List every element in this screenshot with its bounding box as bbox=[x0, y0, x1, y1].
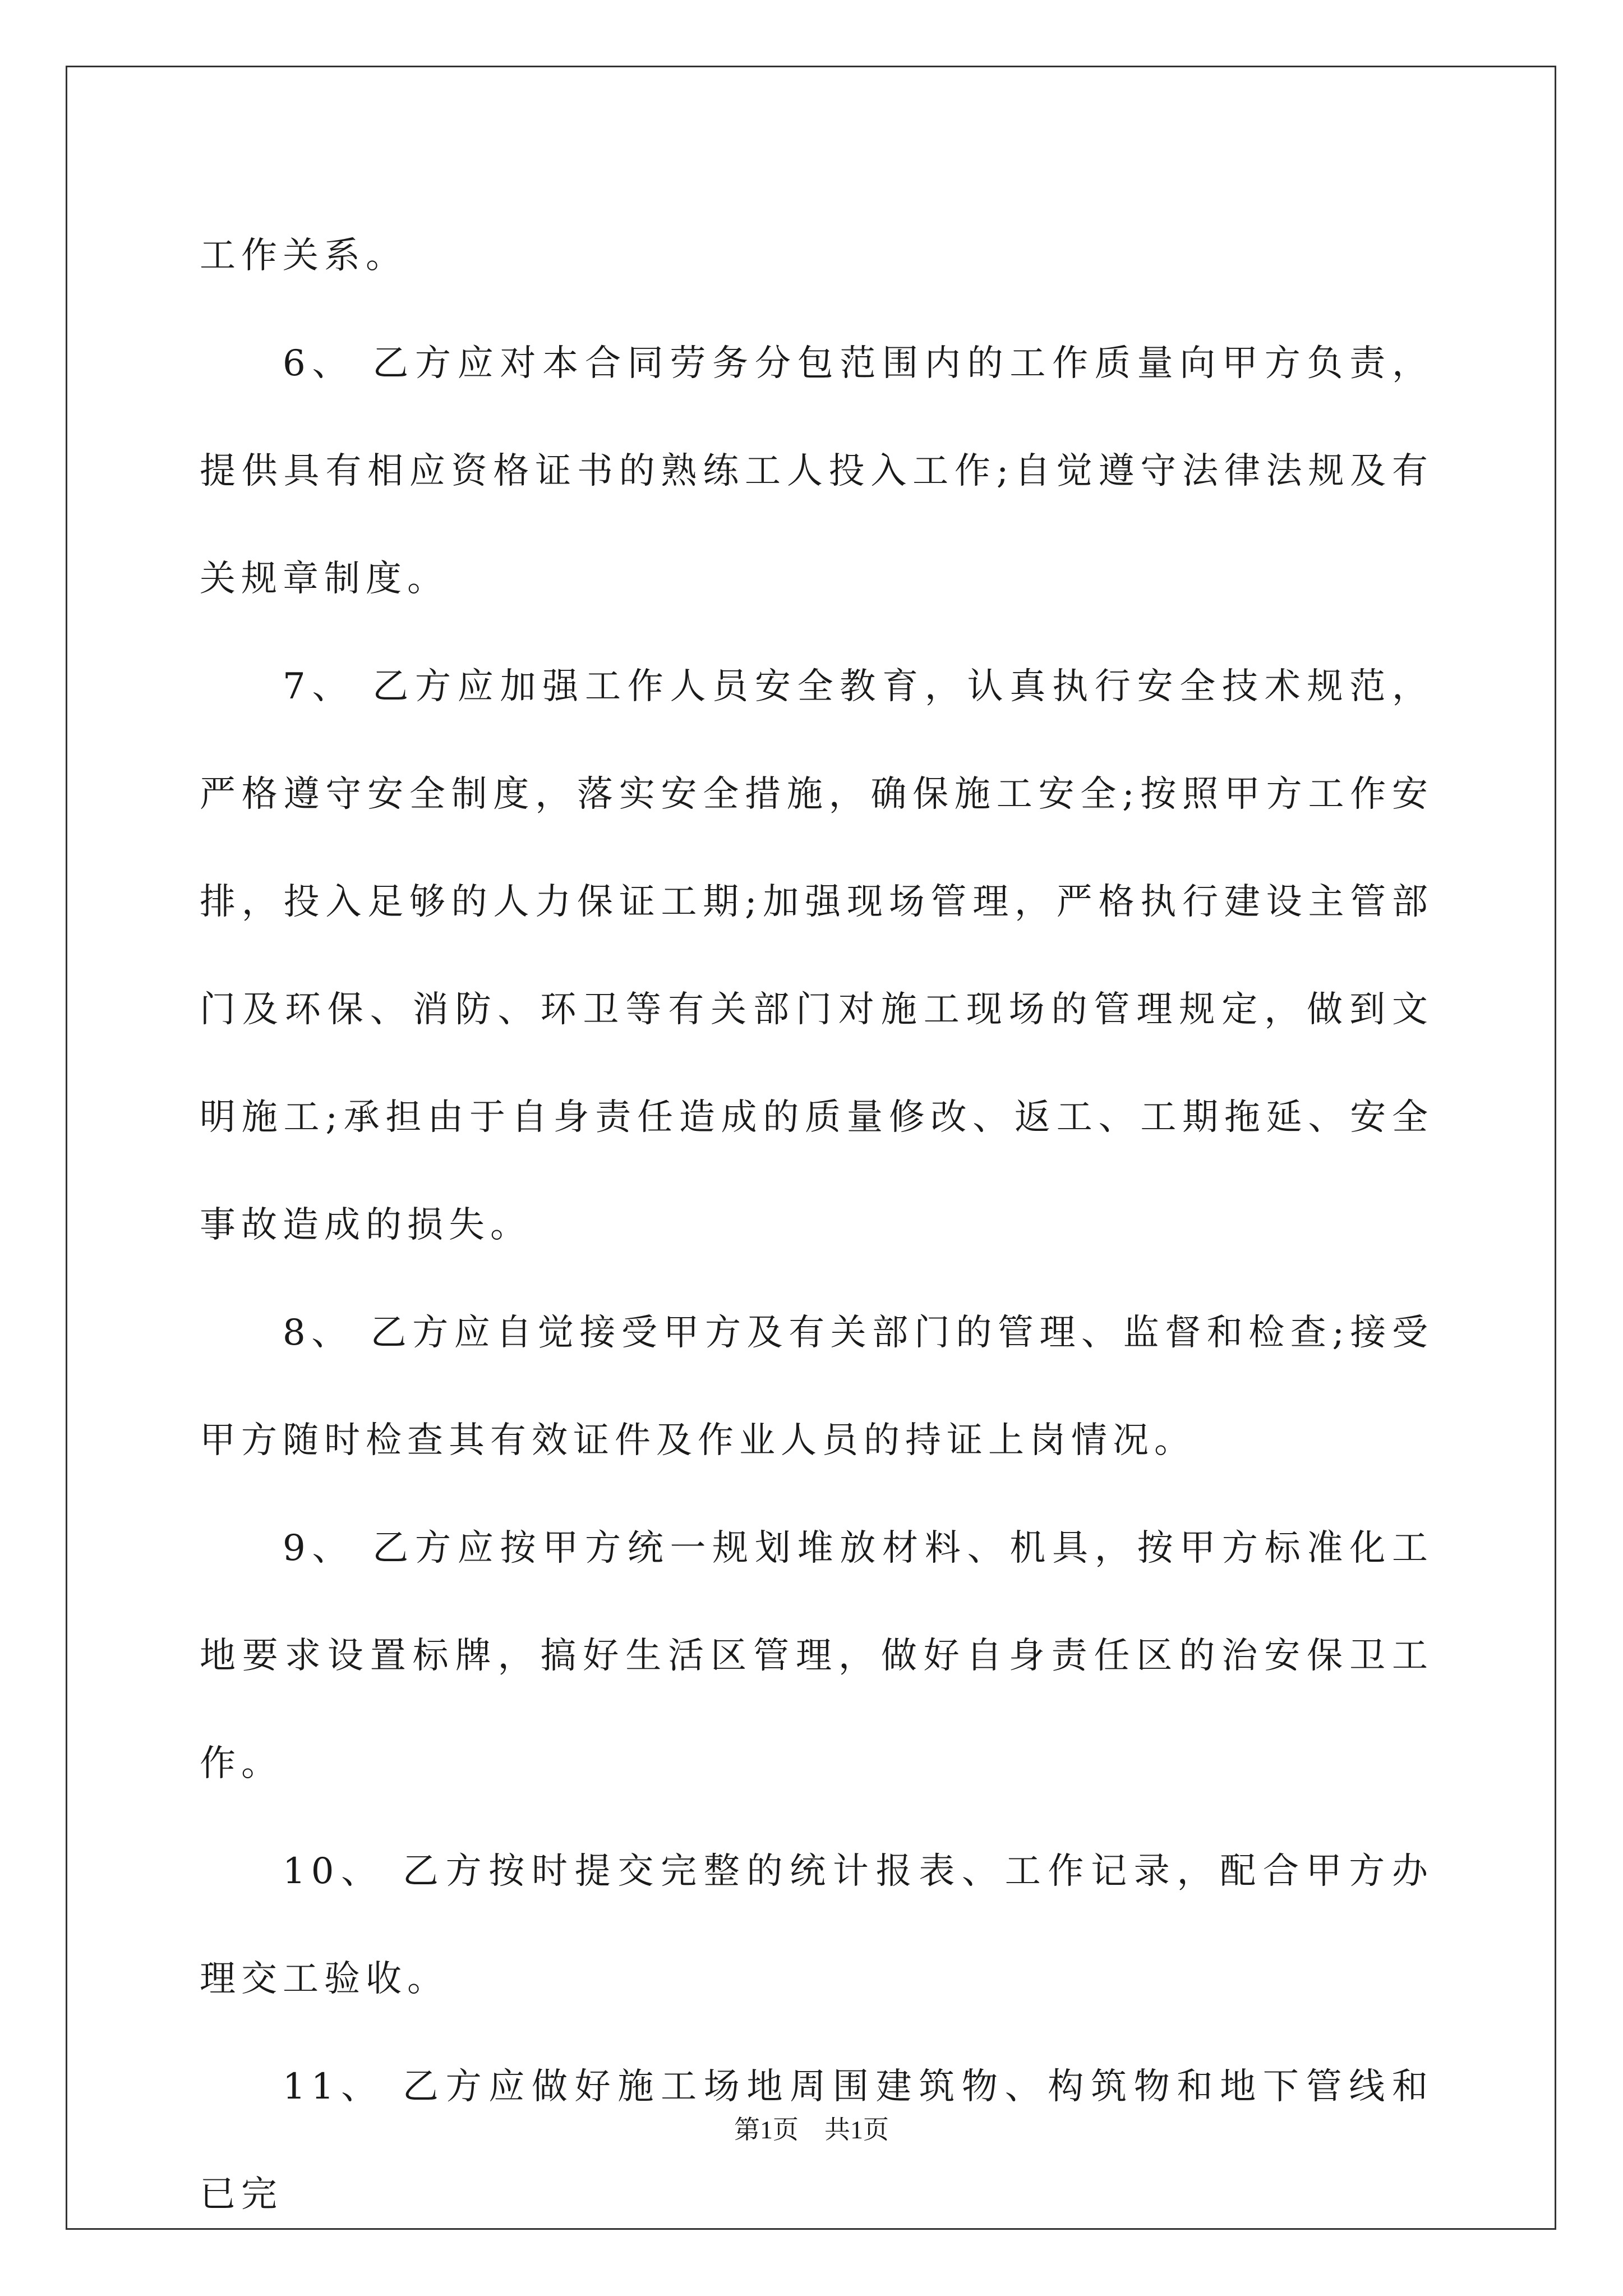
document-body bbox=[200, 202, 1433, 2248]
paragraph-continuation: 工作关系。 bbox=[200, 235, 407, 277]
paragraph-item-9: 9、 乙方应按甲方统一规划堆放材料、机具，按甲方标准化工地要求设置标牌，搞好生活区管理，做好自身责任区的治安保卫工作。 bbox=[200, 1527, 1433, 1784]
paragraph-item-10: 10、 乙方按时提交完整的统计报表、工作记录，配合甲方办理交工验收。 bbox=[200, 1851, 1433, 2000]
page-number-footer: 第1页 共1页 bbox=[734, 2115, 889, 2144]
paragraph-item-8: 8、 乙方应自觉接受甲方及有关部门的管理、监督和检查;接受甲方随时检查其有效证件及作业人员的持证上岗情况。 bbox=[200, 1312, 1433, 1461]
paragraph-item-6: 6、 乙方应对本合同劳务分包范围内的工作质量向甲方负责，提供具有相应资格证书的熟练工人投入工作;自觉遵守法律法规及有关规章制度。 bbox=[200, 343, 1433, 600]
paragraph-item-11: 11、 乙方应做好施工场地周围建筑物、构筑物和地下管线和已完 bbox=[200, 2066, 1433, 2215]
paragraph-item-7: 7、 乙方应加强工作人员安全教育，认真执行安全技术规范，严格遵守安全制度，落实安全措施，确保施工安全;按照甲方工作安排，投入足够的人力保证工期;加强现场管理，严格执行建设主管部门及环保、消防、环卫等有关部门对施工现场的管理规定，做到文明施工;承担由于自身责任造成的质量修改、返工、工期拖延、安全事故造成的损失。 bbox=[200, 666, 1433, 1246]
